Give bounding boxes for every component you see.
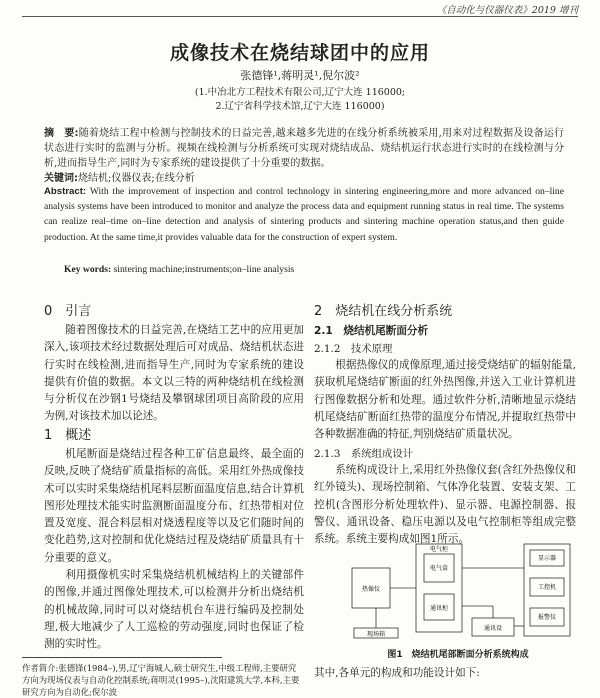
display-label: 显示器 xyxy=(537,555,557,562)
header-rule xyxy=(22,16,578,17)
keywords-cn-text: 烧结机;仪器仪表;在线分析 xyxy=(78,173,195,184)
ipc-label: 工控机 xyxy=(537,584,557,591)
electric-cabinet-box xyxy=(416,544,462,632)
paper-title: 成像技术在烧结球团中的应用 xyxy=(169,42,430,64)
affiliation-1: (1.中冶北方工程技术有限公司,辽宁大连 116000; xyxy=(194,87,406,98)
alarm-label: 报警仪 xyxy=(537,614,557,621)
comm-box-label: 通讯设 xyxy=(483,625,503,632)
authors: 张德锋¹,蒋明灵¹,倪尔波² xyxy=(240,69,360,82)
site-box-label: 现场箱 xyxy=(366,631,386,638)
keywords-cn-label: 关键词: xyxy=(44,173,78,184)
section-1-heading: 1 概述 xyxy=(44,428,92,443)
abstract-cn-label: 摘 要: xyxy=(44,128,79,139)
section-2-heading: 2 烧结机在线分析系统 xyxy=(314,304,453,319)
abstract-cn-text: 随着烧结工程中检测与控制技术的日益完善,越来越多先进的在线分析系统被采用,用来对过程数据及设备运行状态进行实时的监测与分析。视频在线检测与分析系统可实现对烧结成品、烧结机运行状态进行实时的在线检测与分析,进而指导生产,同时为专家系统的建设提供了十分重要的数据。 xyxy=(44,128,565,169)
electric-box-label: 电气柜 xyxy=(429,546,449,553)
intro-text: 随着图像技术的日益完善,在烧结工艺中的应用更加深入,该项技术经过数据处理后可对成品、烧结机状态进行实时在线检测,进而指导生产,同时为专家系统的建设提供有价值的数据。本文以三特的两种烧结机在线检测与分析仪在沙钢1号烧结及攀钢球团项目高阶段的应用为例,对该技术加以论述。 xyxy=(44,324,304,423)
comm-unit-label: 通讯柜 xyxy=(429,605,449,612)
affiliation-2: 2.辽宁省科学技术馆,辽宁大连 116000) xyxy=(215,101,385,112)
keywords-en-label: Key words: xyxy=(64,264,112,275)
design-paragraph xyxy=(314,462,576,548)
subsection-2-1-heading: 2.1 烧结机尾断面分析 xyxy=(314,325,429,337)
intro-paragraph xyxy=(44,322,304,426)
journal-header: 《自动化与仪器仪表》2019 增刊 xyxy=(436,5,578,16)
principle-paragraph xyxy=(314,357,576,443)
abstract-en xyxy=(44,184,564,245)
figure-1-diagram xyxy=(348,540,572,640)
camera-label: 热像仪 xyxy=(361,586,381,593)
overview-paragraph-1: 机尾断面是烧结过程各种工矿信息最终、最全面的反映,反映了烧结矿质量指标的高低。采用红外热成像技术可以实时采集烧结机尾料层断面温度信息,结合计算机图形处理技术能实时监测断面温度分布、红热带相对位置及宽度、混合料层相对烧透程度等以及它们随时间的变化趋势,这对控制和优化烧结过程及烧结矿质量具有十分重要的意义。 xyxy=(44,448,304,564)
abstract-en-text: With the improvement of inspection and control technology in sintering engineering,more and more advanced on–line analysis systems have been introduced to monitor and analyze the process data and equipment running status in real time. The systems can realize real–time on–line detection and analysis of sintering products and sintering machine operation status,and then guide production. At the same time,it provides valuable data for the construction of expert system. xyxy=(44,186,564,243)
inner-box-label: 电气盒 xyxy=(429,565,449,572)
figure-1-caption: 图1 烧结机尾部断面分析系统构成 xyxy=(387,650,529,660)
abstract-cn xyxy=(44,126,564,186)
overview-paragraphs xyxy=(44,446,304,654)
abstract-en-label: Abstract: xyxy=(44,186,87,197)
following-text: 其中,各单元的构成和功能设计如下: xyxy=(314,667,480,679)
subsection-2-1-2-heading: 2.1.2 技术原理 xyxy=(314,343,393,355)
section-0-heading: 0 引言 xyxy=(44,304,92,319)
subsection-2-1-3-heading: 2.1.3 系统组成设计 xyxy=(314,448,414,460)
footnote-rule xyxy=(22,657,222,658)
design-text: 系统构成设计上,采用红外热像仪套(含红外热像仪和红外镜头)、现场控制箱、气体净化装置、安装支架、工控机(含图形分析处理软件)、显示器、电源控制器、报警仪、通讯设备、稳压电源以及电气控制柜等组成完整系统。系统主要构成如图1所示。 xyxy=(314,464,576,546)
keywords-en xyxy=(64,264,294,275)
author-footnote: 作者简介:张德锋(1984–),男,辽宁海城人,硕士研究生,中级工程师,主要研究方向为现场仪表与自动化控制系统;蒋明灵(1995–),沈阳建筑大学,本科,主要研究方向为自动化;倪尔波 xyxy=(22,663,300,697)
overview-paragraph-2: 利用摄像机实时采集烧结机机械结构上的关键部件的图像,并通过图像处理技术,可以检测并分析出烧结机的机械故障,同时可以对烧结机台车进行编码及控制处理,极大地减少了人工巡检的劳动强度,同时也保证了检测的实时性。 xyxy=(44,569,304,651)
principle-text: 根据热像仪的成像原理,通过接受烧结矿的辐射能量,获取机尾烧结矿断面的红外热图像,并送入工业计算机进行图像数据分析和处理。通过软件分析,清晰地显示烧结机尾烧结矿断面红热带的温度分布情况,并提取红热带中各种数据准确的特征,判别烧结矿质量状况。 xyxy=(314,359,576,441)
keywords-en-text: sintering machine;instruments;on–line analysis xyxy=(113,264,295,275)
